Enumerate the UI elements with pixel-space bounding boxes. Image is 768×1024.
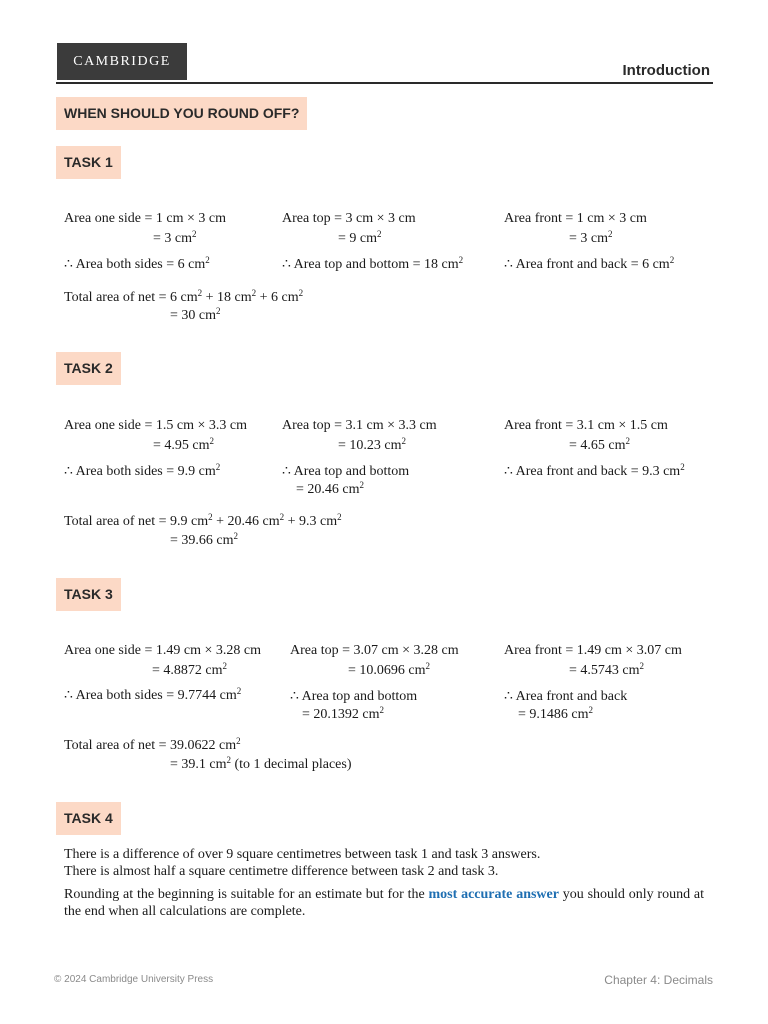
- task-2-side-line3: ∴ Area both sides = 9.9 $cm^2$: [64, 462, 221, 479]
- section-title: Introduction: [622, 62, 710, 79]
- cambridge-logo: [57, 43, 187, 80]
- task-1-side-line3: ∴ Area both sides = 6 $cm^2$: [64, 255, 210, 272]
- task-1-total-line2: = 30 $cm^2$: [170, 306, 221, 323]
- task-1-label: TASK 1: [56, 146, 121, 179]
- task-3-front-line3: ∴ Area front and back: [504, 689, 628, 704]
- task-1-side-line1: Area one side = 1 cm × 3 cm: [64, 211, 226, 226]
- task-3-side-line2: = 4.8872 $cm^2$: [152, 661, 227, 678]
- task-2-top-line2: = 10.23 $cm^2$: [338, 436, 406, 453]
- task-2-label: TASK 2: [56, 352, 121, 385]
- task-1-front-line3: ∴ Area front and back = 6 $cm^2$: [504, 255, 675, 272]
- main-heading: WHEN SHOULD YOU ROUND OFF?: [56, 97, 307, 130]
- task-2-total-line1: Total area of net = 9.9 $cm^2 + 20.46$ $cm^2 + 9.3$ $cm^2$: [64, 512, 342, 529]
- task-2-top-line1: Area top = 3.1 cm × 3.3 cm: [282, 418, 437, 433]
- task-3-total-line2: = 39.1 $cm^2$ (to 1 decimal places): [170, 755, 352, 772]
- task-1-front-line2: = 3 $cm^2$: [569, 229, 613, 246]
- task-3-top-line1: Area top = 3.07 cm × 3.28 cm: [290, 643, 459, 658]
- task-1-side-line2: = 3 $cm^2$: [153, 229, 197, 246]
- task-1-top-line3: ∴ Area top and bottom = 18 $cm^2$: [282, 255, 464, 272]
- task-2-front-line1: Area front = 3.1 cm × 1.5 cm: [504, 418, 668, 433]
- task-4-line-2: There is almost half a square centimetre difference between task 2 and task 3.: [64, 864, 499, 879]
- task-3-top-line3: ∴ Area top and bottom: [290, 689, 418, 704]
- header-rule: [56, 82, 713, 84]
- task-3-total-line1: Total area of net = 39.0622 $cm^2$: [64, 736, 241, 753]
- task-2-side-line1: Area one side = 1.5 cm × 3.3 cm: [64, 418, 247, 433]
- task-4-label: TASK 4: [56, 802, 121, 835]
- task-1-total-line1: Total area of net = 6 $cm^2 + 18$ $cm^2 + 6$ $cm^2$: [64, 288, 304, 305]
- task-2-front-line2: = 4.65 $cm^2$: [569, 436, 630, 453]
- task-3-side-line3: ∴ Area both sides = 9.7744 $cm^2$: [64, 686, 242, 703]
- task-3-front-line1: Area front = 1.49 cm × 3.07 cm: [504, 643, 682, 658]
- task-2-top-line3: ∴ Area top and bottom: [282, 464, 410, 479]
- task-2-top-line4: = 20.46 $cm^2$: [296, 480, 364, 497]
- task-2-total-line2: = 39.66 $cm^2$: [170, 531, 238, 548]
- task-2-side-line2: = 4.95 $cm^2$: [153, 436, 214, 453]
- task-2-front-line3: ∴ Area front and back = 9.3 $cm^2$: [504, 462, 685, 479]
- task-3-top-line4: = 20.1392 $cm^2$: [302, 705, 384, 722]
- task-4-paragraph-2: Rounding at the beginning is suitable for an estimate but for the most accurate answer you should only round at the end when all calculations are complete.: [64, 887, 704, 919]
- task-1-top-line2: = 9 $cm^2$: [338, 229, 382, 246]
- task-4-paragraph-1: [64, 846, 704, 880]
- footer-copyright: © 2024 Cambridge University Press: [54, 974, 214, 985]
- logo-text: CAMBRIDGE: [73, 53, 171, 69]
- highlight-most-accurate-answer: most accurate answer: [428, 887, 559, 902]
- task-1-front-line1: Area front = 1 cm × 3 cm: [504, 211, 647, 226]
- task-3-front-line2: = 4.5743 $cm^2$: [569, 661, 644, 678]
- footer-chapter: Chapter 4: Decimals: [604, 973, 713, 987]
- task-3-label: TASK 3: [56, 578, 121, 611]
- task-3-front-line4: = 9.1486 $cm^2$: [518, 705, 593, 722]
- task-1-top-line1: Area top = 3 cm × 3 cm: [282, 211, 416, 226]
- task-4-line-1: There is a difference of over 9 square centimetres between task 1 and task 3 answers.: [64, 847, 541, 862]
- task-3-side-line1: Area one side = 1.49 cm × 3.28 cm: [64, 643, 261, 658]
- task-3-top-line2: = 10.0696 $cm^2$: [348, 661, 430, 678]
